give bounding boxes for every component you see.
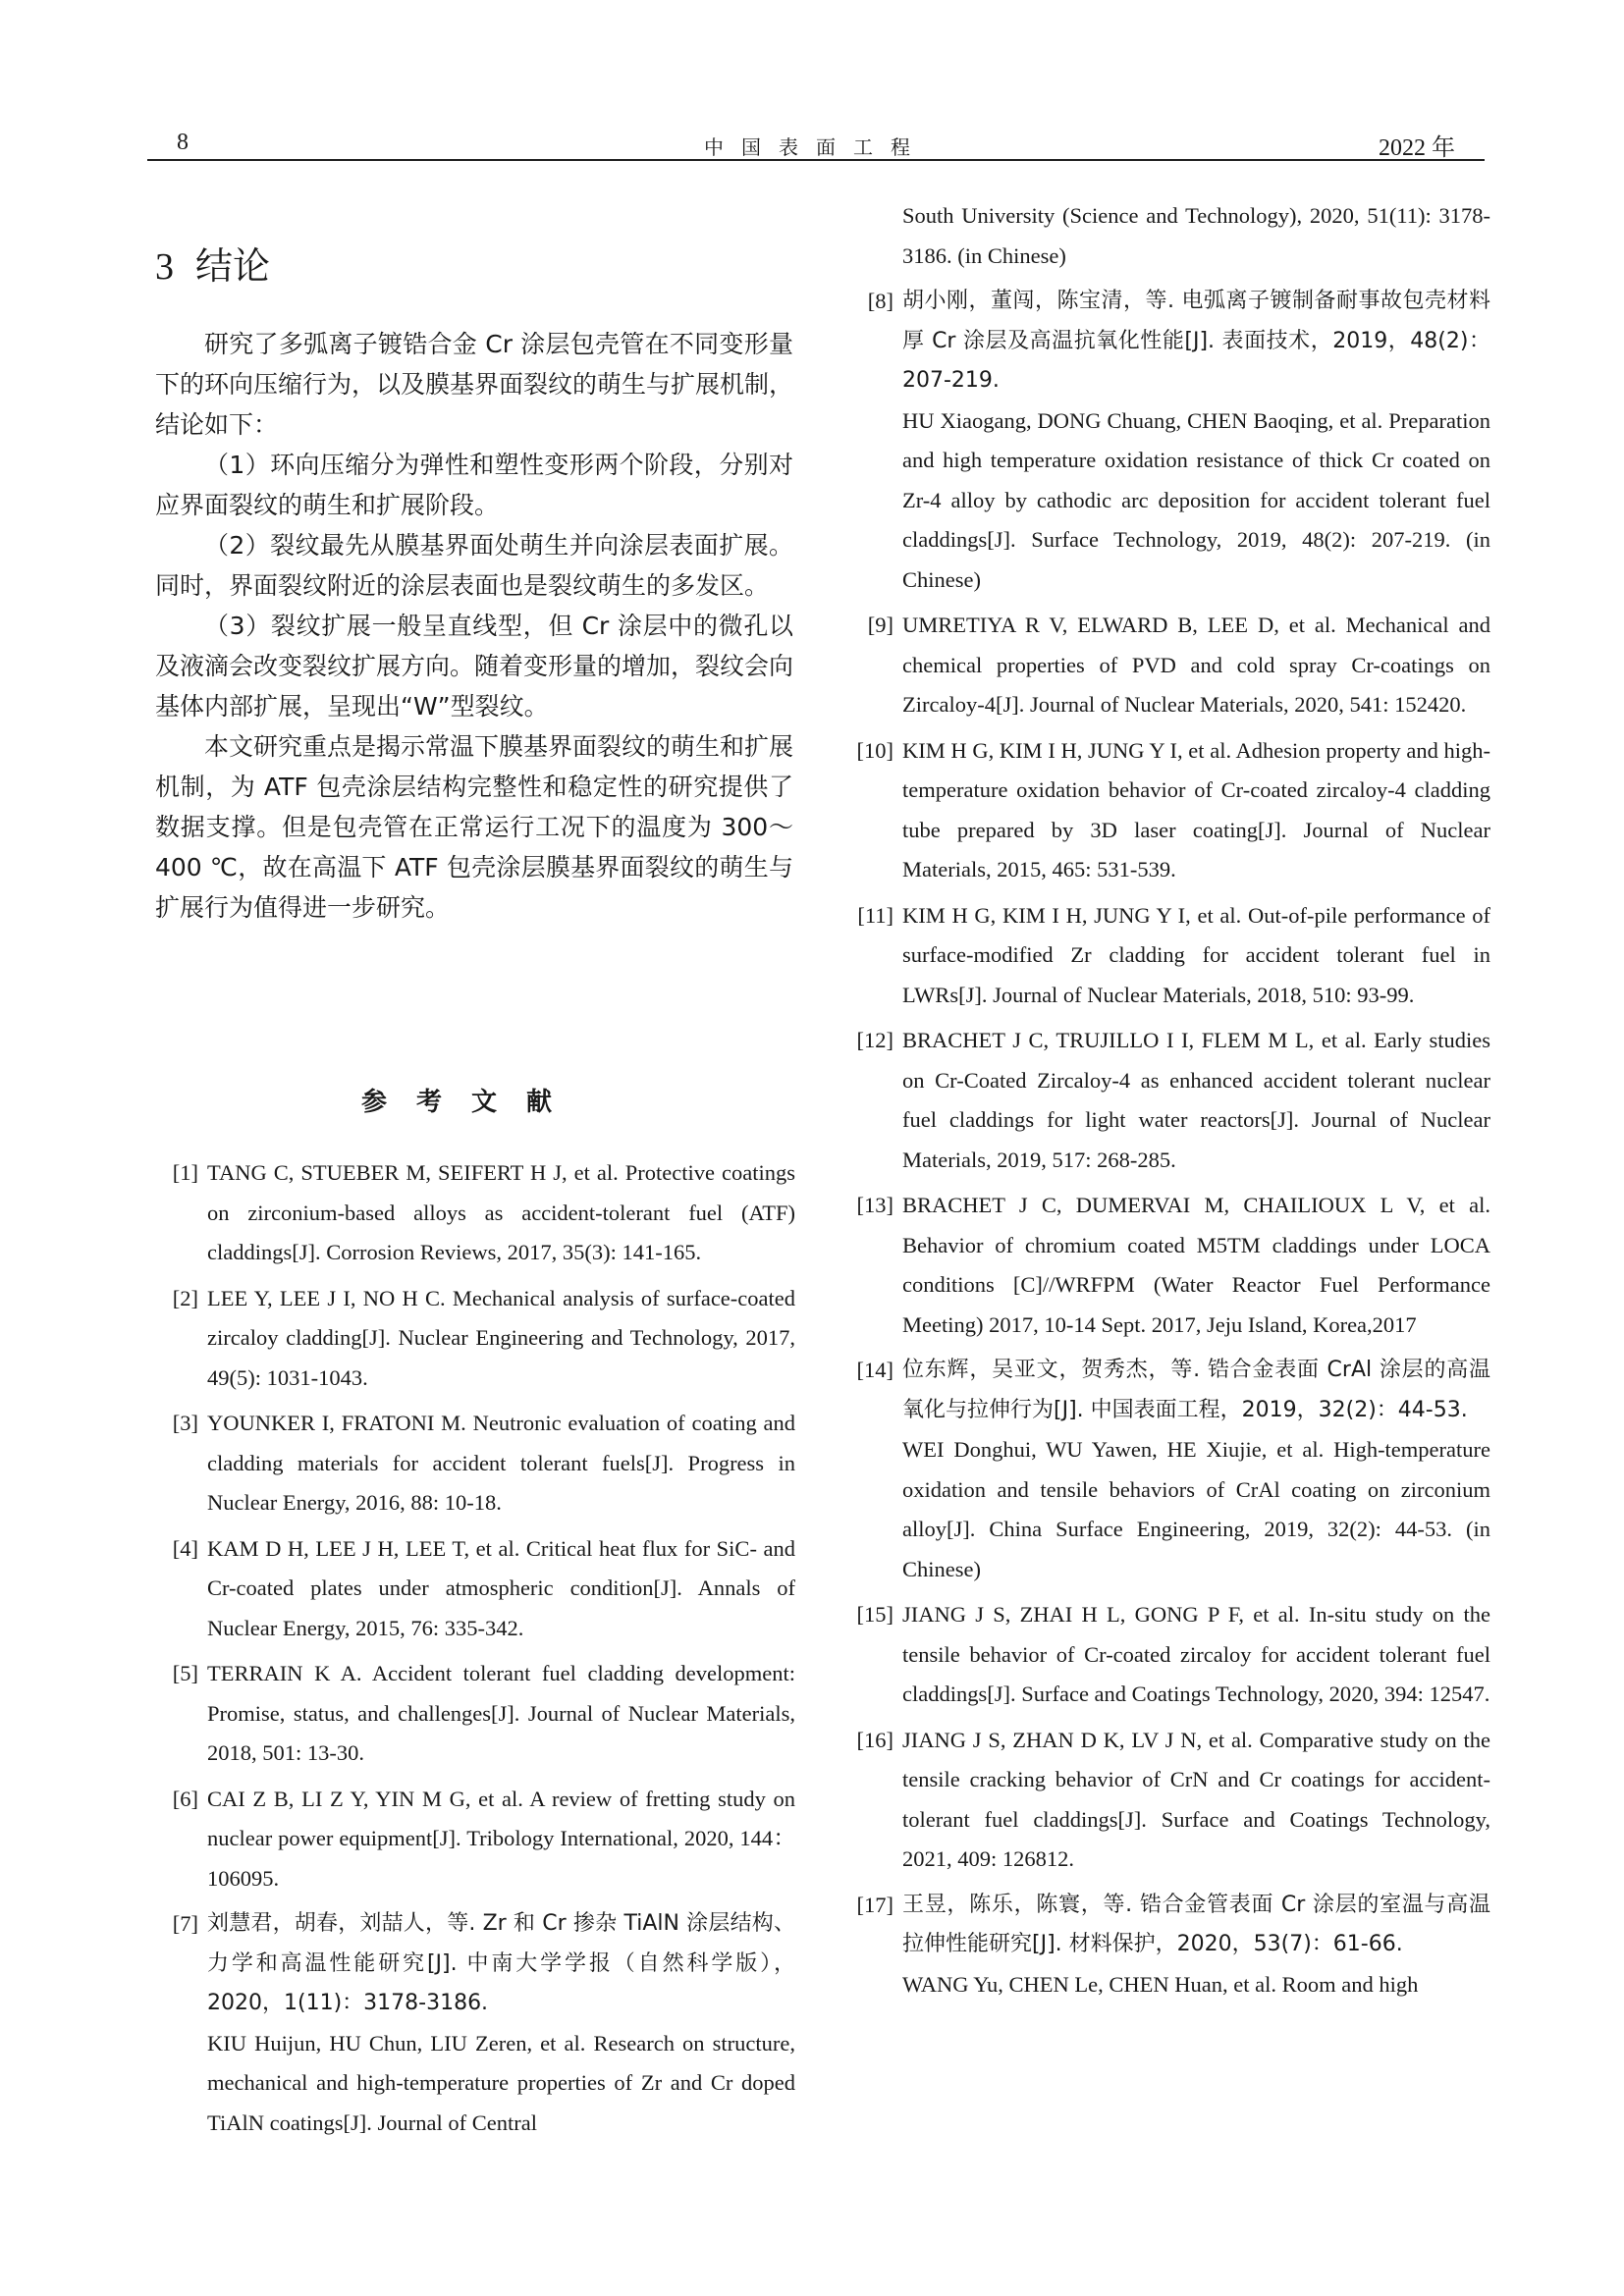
conclusion-body	[155, 324, 793, 928]
page-number: 8	[177, 130, 189, 155]
section-number: 3	[155, 246, 174, 288]
reference-item: [3] YOUNKER I, FRATONI M. Neutronic evaluation of coating and cladding materials for accident tolerant fuels[J]. Progress in Nuclear Energy, 2016, 88: 10-18.	[172, 1411, 795, 1515]
paragraph: 本文研究重点是揭示常温下膜基界面裂纹的萌生和扩展机制，为 ATF 包壳涂层结构完整性和稳定性的研究提供了数据支撑。但是包壳管在正常运行工况下的温度为 300～400 ℃，故在高温下 ATF 包壳涂层膜基界面裂纹的萌生与扩展行为值得进一步研究。	[155, 732, 794, 922]
paragraph: （1）环向压缩分为弹性和塑性变形两个阶段，分别对应界面裂纹的萌生和扩展阶段。	[155, 451, 793, 519]
reference-item: [2] LEE Y, LEE J I, NO H C. Mechanical analysis of surface-coated zircaloy cladding[J]. Nuclear Engineering and Technology, 2017, 49(5): 1031-1043.	[172, 1285, 795, 1390]
issue-year: 2022 年	[1379, 135, 1455, 161]
reference-item: [11] KIM H G, KIM I H, JUNG Y I, et al. Out-of-pile performance of surface-modified Zr cladding for accident tolerant fuel in LWRs[J]. Journal of Nuclear Materials, 2018, 510: 93-99.	[857, 902, 1490, 1007]
section-heading	[155, 236, 270, 290]
references-list-right	[842, 196, 1490, 2010]
journal-name: 中国表面工程	[704, 135, 928, 159]
reference-item: [6] CAI Z B, LI Z Y, YIN M G, et al. A review of fretting study on nuclear power equipment[J]. Tribology International, 2020, 144：106095.	[172, 1786, 795, 1891]
reference-item: [10] KIM H G, KIM I H, JUNG Y I, et al. Adhesion property and high-temperature oxidation behavior of Cr-coated zircaloy-4 cladding tube prepared by 3D laser coating[J]. Journal of Nuclear Materials, 2015, 465: 531-539.	[856, 737, 1490, 881]
running-header	[147, 126, 1485, 161]
reference-item: [15] JIANG J S, ZHAI H L, GONG P F, et al. In-situ study on the tensile behavior of Cr-coated zircaloy for accident tolerant fuel claddings[J]. Surface and Coatings Technology, 2020, 394: 12547.	[856, 1602, 1490, 1706]
reference-item: [16] JIANG J S, ZHAN D K, LV J N, et al. Comparative study on the tensile cracking behavior of CrN and Cr coatings for accident-tolerant fuel claddings[J]. Surface and Coatings Technology, 2021, 409: 126812.	[856, 1727, 1490, 1871]
reference-item: [1] TANG C, STUEBER M, SEIFERT H J, et al. Protective coatings on zirconium-based alloys as accident-tolerant fuel (ATF) claddings[J]. Corrosion Reviews, 2017, 35(3): 141-165.	[172, 1160, 795, 1264]
reference-item: [7] 刘慧君，胡春，刘喆人，等. Zr 和 Cr 掺杂 TiAlN 涂层结构、力学和高温性能研究[J]. 中南大学学报（自然科学版），2020，1(11)：3178-3186. KIU Huijun, HU Chun, LIU Zeren, et al. Research on structure, mechanical and high-temperature properties of Zr and Cr doped TiAlN coatings[J]. Journal of Central	[172, 1911, 795, 2135]
paragraph: 研究了多弧离子镀锆合金 Cr 涂层包壳管在不同变形量下的环向压缩行为，以及膜基界面裂纹的萌生与扩展机制，结论如下：	[155, 330, 794, 439]
section-title: 结论	[195, 244, 271, 288]
paragraph: （2）裂纹最先从膜基界面处萌生并向涂层表面扩展。同时，界面裂纹附近的涂层表面也是裂纹萌生的多发区。	[155, 531, 793, 600]
reference-item: [4] KAM D H, LEE J H, LEE T, et al. Critical heat flux for SiC- and Cr-coated plates under atmospheric condition[J]. Annals of Nuclear Energy, 2015, 76: 335-342.	[172, 1535, 795, 1640]
paragraph: （3）裂纹扩展一般呈直线型，但 Cr 涂层中的微孔以及液滴会改变裂纹扩展方向。随着变形量的增加，裂纹会向基体内部扩展，呈现出“W”型裂纹。	[155, 612, 794, 721]
reference-item: [9] UMRETIYA R V, ELWARD B, LEE D, et al. Mechanical and chemical properties of PVD and cold spray Cr-coatings on Zircaloy-4[J]. Journal of Nuclear Materials, 2020, 541: 152420.	[867, 613, 1490, 717]
references-list-left	[147, 1153, 795, 2149]
reference-item: [8] 胡小刚，董闯，陈宝清，等. 电弧离子镀制备耐事故包壳材料厚 Cr 涂层及高温抗氧化性能[J]. 表面技术，2019，48(2)：207-219. HU Xiaogang, DONG Chuang, CHEN Baoqing, et al. Preparation and high temperature oxidation resistance of thick Cr coated on Zr-4 alloy by cathodic arc deposition for accident tolerant fuel claddings[J]. Surface Technology, 2019, 48(2): 207-219. (in Chinese)	[867, 289, 1490, 592]
reference-item: [17] 王昱，陈乐，陈寰，等. 锆合金管表面 Cr 涂层的室温与高温拉伸性能研究[J]. 材料保护，2020，53(7)：61-66. WANG Yu, CHEN Le, CHEN Huan, et al. Room and high	[856, 1892, 1490, 1997]
reference-item: [5] TERRAIN K A. Accident tolerant fuel cladding development: Promise, status, and challenges[J]. Journal of Nuclear Materials, 2018, 501: 13-30.	[172, 1661, 795, 1765]
reference-item: [13] BRACHET J C, DUMERVAI M, CHAILIOUX L V, et al. Behavior of chromium coated M5TM claddings under LOCA conditions [C]//WRFPM (Water Reactor Fuel Performance Meeting) 2017, 10-14 Sept. 2017, Jeju Island, Korea,2017	[856, 1193, 1490, 1337]
reference-item: [12] BRACHET J C, TRUJILLO I I, FLEM M L, et al. Early studies on Cr-Coated Zircaloy-4 as enhanced accident tolerant nuclear fuel claddings for light water reactors[J]. Journal of Nuclear Materials, 2019, 517: 268-285.	[856, 1028, 1490, 1172]
reference-item: [14] 位东辉，吴亚文，贺秀杰，等. 锆合金表面 CrAl 涂层的高温氧化与拉伸行为[J]. 中国表面工程，2019，32(2)：44-53. WEI Donghui, WU Yawen, HE Xiujie, et al. High-temperature oxidation and tensile behaviors of CrAl coating on zirconium alloy[J]. China Surface Engineering, 2019, 32(2): 44-53. (in Chinese)	[856, 1358, 1490, 1581]
reference-continuation: South University (Science and Technology), 2020, 51(11): 3178-3186. (in Chinese)	[902, 203, 1490, 268]
references-heading: 参考文献	[360, 1088, 581, 1117]
